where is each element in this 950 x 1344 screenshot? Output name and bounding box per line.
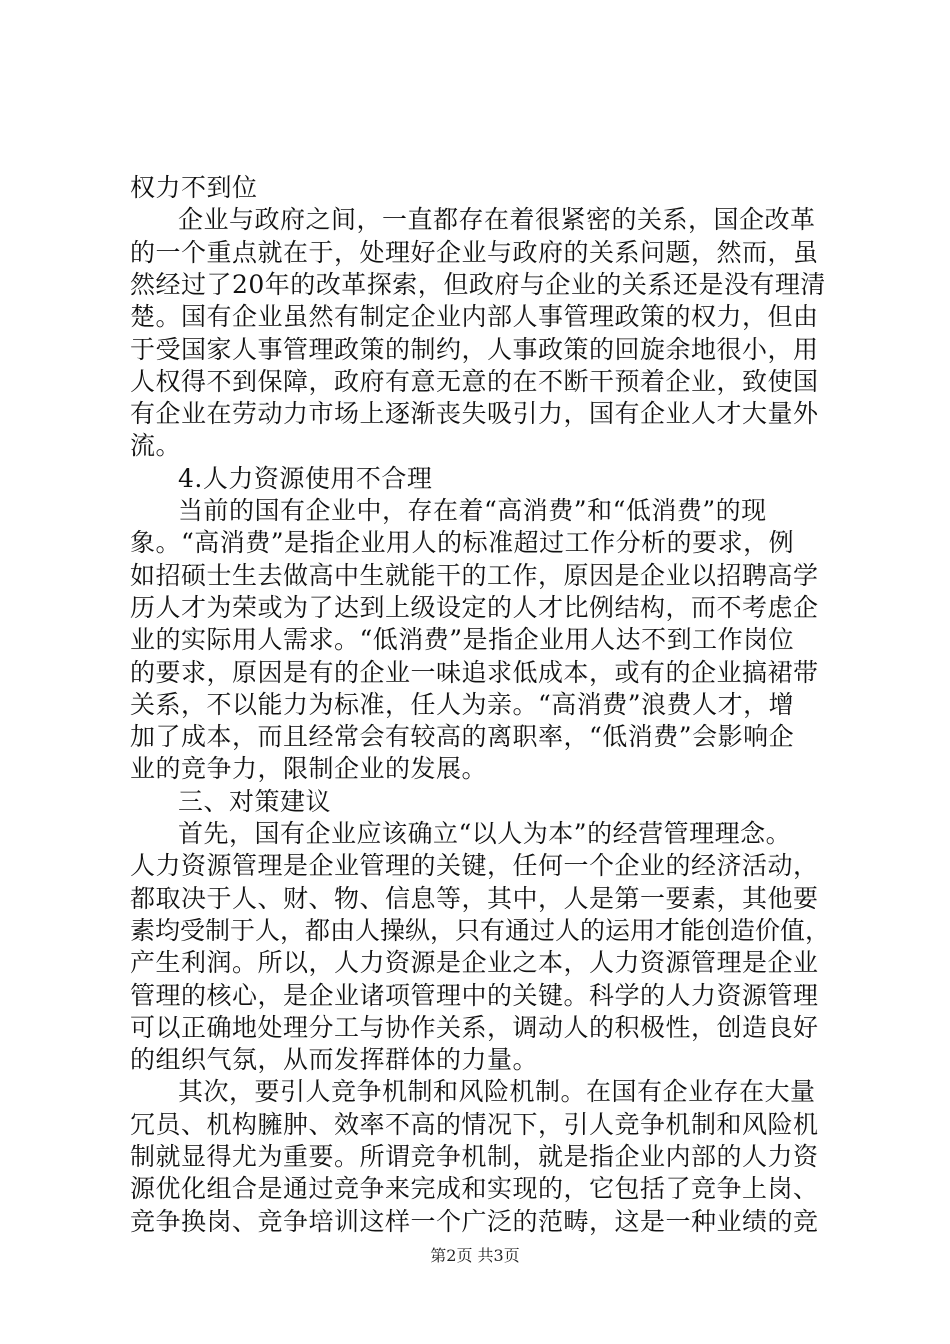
text-line: 制就显得尤为重要。所谓竞争机制，就是指企业内部的人力资 — [130, 1142, 819, 1171]
text-line: 当前的国有企业中，存在着“高消费”和“低消费”的现 — [178, 496, 767, 525]
text-line: 如招硕士生去做高中生就能干的工作，原因是企业以招聘高学 — [130, 560, 819, 590]
text-line: 的一个重点就在于，处理好企业与政府的关系问题，然而，虽 — [130, 237, 819, 267]
text-line: 象。“高消费”是指企业用人的标准超过工作分析的要求，例 — [130, 528, 795, 558]
text-line: 历人才为荣或为了达到上级设定的人才比例结构，而不考虑企 — [130, 592, 819, 622]
text-line: 流。 — [130, 431, 182, 461]
text-line: 首先，国有企业应该确立“以人为本”的经营管理理念。 — [178, 819, 792, 848]
text-line: 楚。国有企业虽然有制定企业内部人事管理政策的权力，但由 — [130, 302, 819, 332]
text-line: 企业与政府之间，一直都存在着很紧密的关系，国企改革 — [178, 205, 816, 235]
section-heading: 三、对策建议 — [178, 786, 332, 816]
section-heading: 4.人力资源使用不合理 — [178, 463, 433, 493]
text-line: 其次，要引人竞争机制和风险机制。在国有企业存在大量 — [178, 1077, 816, 1107]
page-footer: 第2页 共3页 — [430, 1246, 520, 1265]
text-line: 素均受制于人，都由人操纵，只有通过人的运用才能创造价值， — [130, 915, 831, 945]
text-line: 产生利润。所以，人力资源是企业之本，人力资源管理是企业 — [130, 948, 819, 978]
text-line: 都取决于人、财、物、信息等，其中，人是第一要素，其他要 — [130, 883, 819, 913]
text-line: 于受国家人事管理政策的制约，人事政策的回旋余地很小，用 — [130, 334, 819, 364]
text-line: 的要求，原因是有的企业一味追求低成本，或有的企业搞裙带 — [130, 657, 819, 687]
text-line: 关系，不以能力为标准，任人为亲。“高消费”浪费人才，增 — [130, 689, 795, 719]
text-line: 管理的核心，是企业诸项管理中的关键。科学的人力资源管理 — [130, 980, 819, 1010]
text-line: 人权得不到保障，政府有意无意的在不断干预着企业，致使国 — [130, 366, 819, 396]
text-line: 冗员、机构臃肿、效率不高的情况下，引人竞争机制和风险机 — [130, 1109, 819, 1139]
text-line: 的组织气氛，从而发挥群体的力量。 — [130, 1045, 539, 1075]
text-line: 业的实际用人需求。“低消费”是指企业用人达不到工作岗位 — [130, 625, 795, 655]
text-line: 业的竞争力，限制企业的发展。 — [130, 754, 488, 784]
text-line: 有企业在劳动力市场上逐渐丧失吸引力，国有企业人才大量外 — [130, 399, 819, 429]
text-line: 权力不到位 — [130, 173, 258, 202]
text-line: 可以正确地处理分工与协作关系，调动人的积极性，创造良好 — [130, 1012, 819, 1042]
text-line: 源优化组合是通过竞争来完成和实现的，它包括了竞争上岗、 — [130, 1174, 819, 1204]
text-line: 人力资源管理是企业管理的关键，任何一个企业的经济活动， — [130, 851, 819, 881]
text-line: 然经过了20年的改革探索，但政府与企业的关系还是没有理清 — [130, 269, 826, 299]
text-line: 竞争换岗、竞争培训这样一个广泛的范畴，这是一种业绩的竞 — [130, 1206, 819, 1236]
text-line: 加了成本，而且经常会有较高的离职率，“低消费”会影响企 — [130, 722, 795, 752]
